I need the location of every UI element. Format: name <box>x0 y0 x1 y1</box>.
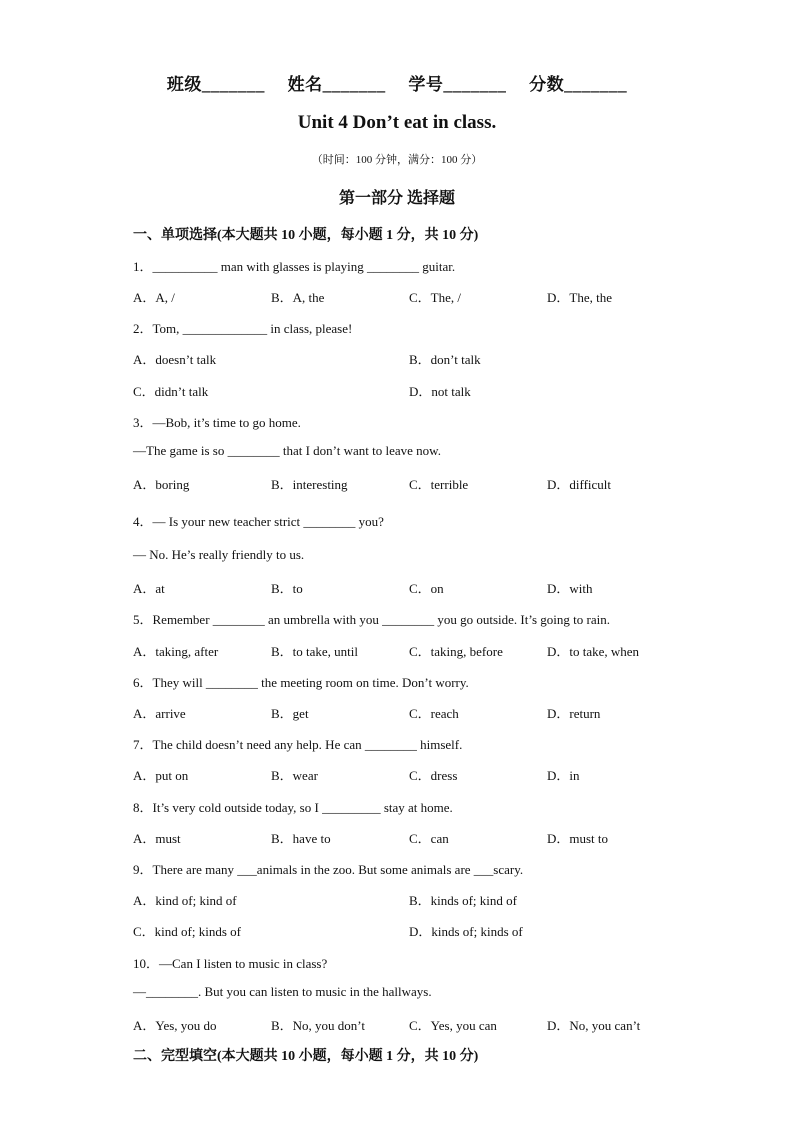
question-stem: 4．— Is your new teacher strict ________ you? <box>133 514 384 529</box>
question-stem: 3．—Bob, it’s time to go home. <box>133 415 301 430</box>
option-d: D．difficult <box>547 477 612 492</box>
option-b: B．No, you don’t <box>271 1018 366 1033</box>
option-a: A．Yes, you do <box>133 1018 217 1033</box>
exam-time-info: （时间：100 分钟，满分：100 分） <box>311 154 483 166</box>
section-title-cloze: 二、完型填空(本大题共 10 小题，每小题 1 分，共 10 分) <box>133 1049 479 1064</box>
option-d: D．No, you can’t <box>547 1018 641 1033</box>
option-c: C．Yes, you can <box>409 1018 497 1033</box>
option-d: D．not talk <box>409 384 471 399</box>
question-stem: 6．They will ________ the meeting room on time. Don’t worry. <box>133 675 469 690</box>
part-title: 第一部分 选择题 <box>338 190 455 207</box>
option-a: A．A, / <box>133 290 175 305</box>
option-b: B．interesting <box>271 477 348 492</box>
option-a: A．doesn’t talk <box>133 352 217 367</box>
question-stem: 9．There are many ___animals in the zoo. But some animals are ___scary. <box>133 862 524 877</box>
option-c: C．kind of; kinds of <box>133 924 241 939</box>
option-a: A．kind of; kind of <box>133 893 237 908</box>
option-b: B．A, the <box>271 290 325 305</box>
score-field: 分数_______ <box>529 75 628 94</box>
option-d: D．must to <box>547 831 609 846</box>
question-stem: 10．—Can I listen to music in class? <box>133 956 328 971</box>
option-b: B．to <box>271 581 303 596</box>
option-a: A．arrive <box>133 706 186 721</box>
option-b: B．don’t talk <box>409 352 481 367</box>
option-c: C．reach <box>409 706 459 721</box>
question-stem: 1．__________ man with glasses is playing ________ guitar. <box>133 259 456 274</box>
section-title-single-choice: 一、单项选择(本大题共 10 小题，每小题 1 分，共 10 分) <box>133 228 479 243</box>
option-c: C．on <box>409 581 444 596</box>
option-a: A．put on <box>133 768 189 783</box>
option-c: C．The, / <box>409 290 461 305</box>
option-d: D．kinds of; kinds of <box>409 924 523 939</box>
option-a: A．at <box>133 581 165 596</box>
student-id-field: 学号_______ <box>408 75 507 94</box>
option-b: B．kinds of; kind of <box>409 893 517 908</box>
option-c: C．didn’t talk <box>133 384 209 399</box>
question-stem: 7．The child doesn’t need any help. He can ________ himself. <box>133 737 463 752</box>
option-c: C．dress <box>409 768 458 783</box>
option-b: B．to take, until <box>271 644 359 659</box>
option-a: A．must <box>133 831 181 846</box>
option-d: D．return <box>547 706 601 721</box>
option-d: D．to take, when <box>547 644 640 659</box>
option-a: A．taking, after <box>133 644 219 659</box>
option-c: C．terrible <box>409 477 469 492</box>
option-c: C．taking, before <box>409 644 503 659</box>
option-b: B．get <box>271 706 309 721</box>
question-stem-line: —The game is so ________ that I don’t want to leave now. <box>133 443 441 458</box>
name-field: 姓名_______ <box>287 75 386 94</box>
question-stem-line: —________. But you can listen to music in the hallways. <box>133 984 432 999</box>
class-field: 班级_______ <box>166 75 265 94</box>
option-d: D．with <box>547 581 593 596</box>
option-c: C．can <box>409 831 449 846</box>
page-title: Unit 4 Don’t eat in class. <box>297 112 497 133</box>
question-stem: 8．It’s very cold outside today, so I _________ stay at home. <box>133 800 453 815</box>
student-info-header <box>0 70 794 95</box>
question-stem: 5．Remember ________ an umbrella with you ________ you go outside. It’s going to rain. <box>133 612 610 627</box>
option-b: B．have to <box>271 831 331 846</box>
option-d: D．The, the <box>547 290 612 305</box>
option-d: D．in <box>547 768 580 783</box>
question-stem-line: — No. He’s really friendly to us. <box>133 547 305 562</box>
question-stem: 2．Tom, _____________ in class, please! <box>133 321 353 336</box>
option-a: A．boring <box>133 477 190 492</box>
option-b: B．wear <box>271 768 318 783</box>
